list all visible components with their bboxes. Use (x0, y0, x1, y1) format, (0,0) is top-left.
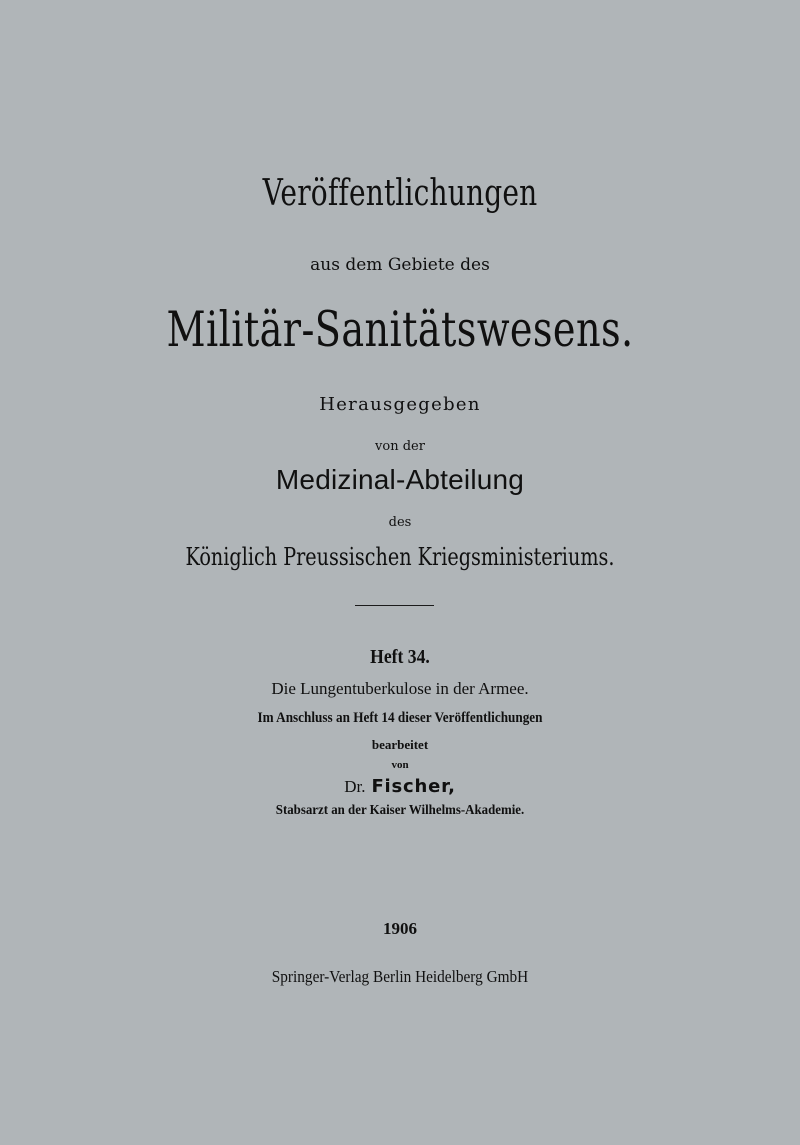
series-field: Militär-Sanitätswesens. (166, 301, 634, 358)
author-preposition: von (391, 759, 409, 771)
book-subtitle: Im Anschluss an Heft 14 dieser Veröffentlichungen (257, 710, 543, 726)
publication-year: 1906 (383, 919, 417, 938)
section-divider (355, 605, 434, 606)
author-line (0, 778, 800, 796)
book-title: Die Lungentuberkulose in der Armee. (271, 679, 529, 698)
ministry-name: Königlich Preussischen Kriegsministeriums. (185, 543, 615, 571)
edited-label: bearbeitet (371, 737, 429, 752)
department-name: Medizinal-Abteilung (275, 464, 525, 495)
author-name: Fischer, (371, 776, 456, 797)
editor-preposition: von der (375, 439, 425, 454)
issue-number: Heft 34. (370, 646, 430, 668)
author-role: Stabsarzt an der Kaiser Wilhelms-Akademie. (275, 803, 525, 818)
series-intro: aus dem Gebiete des (310, 255, 490, 275)
publisher-name: Springer-Verlag Berlin Heidelberg GmbH (271, 967, 529, 986)
series-title: Veröffentlichungen (262, 173, 538, 214)
author-title: Dr. (344, 777, 366, 796)
editor-label: Herausgegeben (319, 394, 481, 415)
ministry-preposition: des (388, 515, 412, 530)
